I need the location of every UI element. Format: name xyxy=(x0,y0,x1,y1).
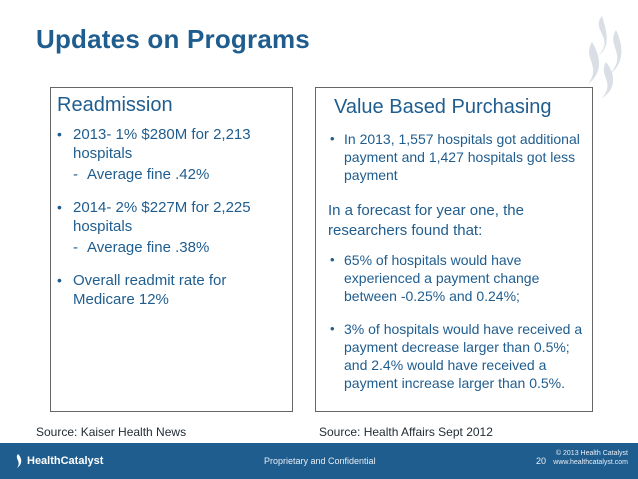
list-subitem: - Average fine .42% xyxy=(73,166,210,183)
list-item: • In 2013, 1,557 hospitals got additional payment and 1,427 hospitals got less payment xyxy=(328,130,586,184)
list-item: • 3% of hospitals would have received a payment decrease larger than 0.5%; and 2.4% would have received a payment increase larger than 0.5%. xyxy=(328,320,586,392)
copyright xyxy=(553,449,628,467)
flame-icon xyxy=(12,454,24,468)
copyright-text: © 2013 Health Catalyst xyxy=(555,450,628,457)
forecast-lead: In a forecast for year one, the researchers found that: xyxy=(328,202,524,239)
logo-text: HealthCatalyst xyxy=(27,455,104,467)
readmission-heading: Readmission xyxy=(57,94,173,116)
list-item: • 2013- 1% $280M for 2,213 hospitals xyxy=(57,125,289,163)
readmission-list xyxy=(57,125,289,311)
left-source: Source: Kaiser Health News xyxy=(36,425,187,439)
list-item: • 2014- 2% $227M for 2,225 hospitals xyxy=(57,198,289,236)
list-subitem: - Average fine .38% xyxy=(73,239,210,256)
list-item: • 65% of hospitals would have experienced a payment change between -0.25% and 0.24%; xyxy=(328,251,586,305)
page-number: 20 xyxy=(536,456,547,466)
readmission-panel xyxy=(50,87,293,412)
slide-title: Updates on Programs xyxy=(36,24,310,54)
right-source: Source: Health Affairs Sept 2012 xyxy=(319,425,493,439)
health-catalyst-logo xyxy=(12,454,103,468)
confidential-label: Proprietary and Confidential xyxy=(264,456,376,466)
vbp-heading: Value Based Purchasing xyxy=(334,96,552,118)
value-based-purchasing-panel xyxy=(315,87,593,412)
website-text: www.healthcatalyst.com xyxy=(553,459,628,466)
list-item: • Overall readmit rate for Medicare 12% xyxy=(57,271,289,309)
footer-bar xyxy=(0,443,638,479)
